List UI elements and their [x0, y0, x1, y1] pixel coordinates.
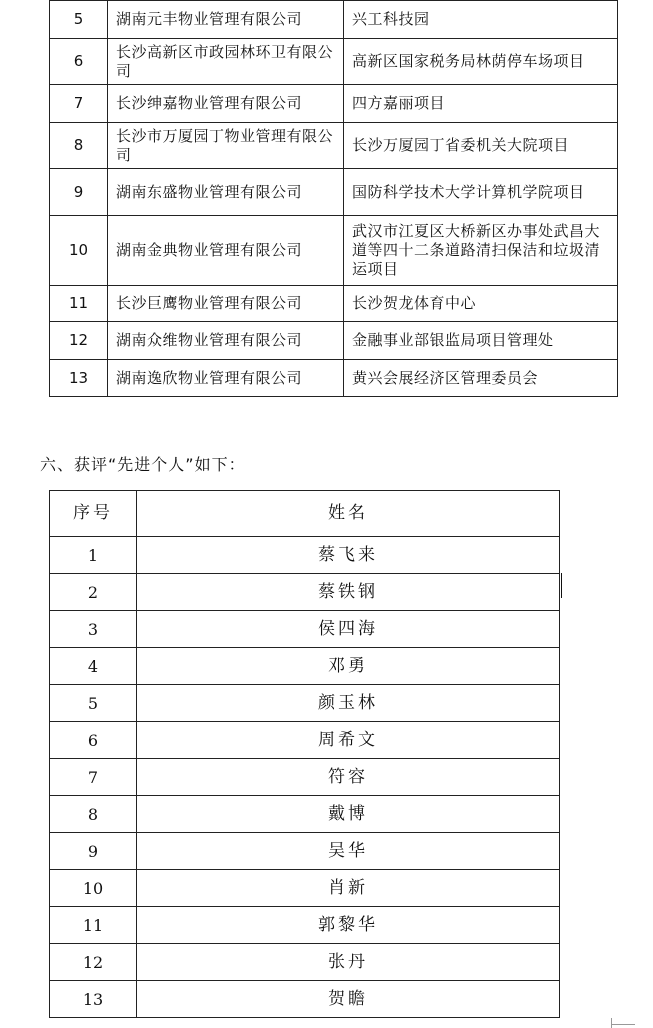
project-name: 黄兴会展经济区管理委员会 — [344, 360, 618, 397]
table-row — [50, 322, 618, 360]
project-name: 武汉市江夏区大桥新区办事处武昌大道等四十二条道路清扫保洁和垃圾清运项目 — [344, 216, 618, 286]
person-name: 戴博 — [137, 796, 560, 833]
person-name: 邓勇 — [137, 648, 560, 685]
table-row — [50, 870, 560, 907]
person-name: 郭黎华 — [137, 907, 560, 944]
person-name: 蔡飞来 — [137, 537, 560, 574]
text-cursor — [561, 573, 562, 598]
row-number: 4 — [50, 648, 137, 685]
table-row — [50, 759, 560, 796]
person-name: 符容 — [137, 759, 560, 796]
row-number: 1 — [50, 537, 137, 574]
table-row — [50, 216, 618, 286]
row-number: 6 — [50, 722, 137, 759]
person-name: 周希文 — [137, 722, 560, 759]
section-heading: 六、获评“先进个人”如下： — [40, 455, 246, 474]
table-header-row — [50, 491, 560, 537]
row-number: 6 — [50, 39, 108, 85]
column-header-number: 序号 — [50, 491, 137, 537]
table-row — [50, 537, 560, 574]
person-name: 张丹 — [137, 944, 560, 981]
project-name: 国防科学技术大学计算机学院项目 — [344, 169, 618, 216]
row-number: 10 — [50, 216, 108, 286]
table-row — [50, 907, 560, 944]
table-row — [50, 981, 560, 1018]
row-number: 11 — [50, 907, 137, 944]
person-name: 蔡铁钢 — [137, 574, 560, 611]
project-name: 兴工科技园 — [344, 1, 618, 39]
person-name: 颜玉林 — [137, 685, 560, 722]
row-number: 7 — [50, 759, 137, 796]
project-name: 高新区国家税务局林荫停车场项目 — [344, 39, 618, 85]
row-number: 13 — [50, 360, 108, 397]
row-number: 12 — [50, 944, 137, 981]
company-name: 湖南金典物业管理有限公司 — [108, 216, 344, 286]
table-row — [50, 360, 618, 397]
person-name: 侯四海 — [137, 611, 560, 648]
row-number: 7 — [50, 85, 108, 123]
row-number: 9 — [50, 833, 137, 870]
person-name: 肖新 — [137, 870, 560, 907]
company-name: 长沙绅嘉物业管理有限公司 — [108, 85, 344, 123]
person-name: 贺瞻 — [137, 981, 560, 1018]
table-row — [50, 286, 618, 322]
table-row — [50, 611, 560, 648]
page-corner-mark-vertical — [611, 1018, 612, 1028]
row-number: 12 — [50, 322, 108, 360]
company-name: 湖南众维物业管理有限公司 — [108, 322, 344, 360]
column-header-name: 姓名 — [137, 491, 560, 537]
table-row — [50, 85, 618, 123]
project-name: 四方嘉丽项目 — [344, 85, 618, 123]
company-name: 长沙高新区市政园林环卫有限公司 — [108, 39, 344, 85]
table-row — [50, 722, 560, 759]
table-row — [50, 39, 618, 85]
company-name: 湖南元丰物业管理有限公司 — [108, 1, 344, 39]
table-row — [50, 648, 560, 685]
company-name: 长沙市万厦园丁物业管理有限公司 — [108, 123, 344, 169]
row-number: 8 — [50, 796, 137, 833]
table-row — [50, 1, 618, 39]
project-name: 长沙万厦园丁省委机关大院项目 — [344, 123, 618, 169]
row-number: 11 — [50, 286, 108, 322]
table-row — [50, 833, 560, 870]
project-name: 长沙贺龙体育中心 — [344, 286, 618, 322]
company-name: 湖南逸欣物业管理有限公司 — [108, 360, 344, 397]
row-number: 9 — [50, 169, 108, 216]
row-number: 13 — [50, 981, 137, 1018]
table-row — [50, 123, 618, 169]
row-number: 8 — [50, 123, 108, 169]
company-name: 长沙巨鹰物业管理有限公司 — [108, 286, 344, 322]
row-number: 3 — [50, 611, 137, 648]
company-name: 湖南东盛物业管理有限公司 — [108, 169, 344, 216]
table-row — [50, 574, 560, 611]
page-corner-mark — [611, 1024, 635, 1025]
row-number: 5 — [50, 685, 137, 722]
row-number: 5 — [50, 1, 108, 39]
row-number: 10 — [50, 870, 137, 907]
person-name: 吴华 — [137, 833, 560, 870]
table-row — [50, 685, 560, 722]
row-number: 2 — [50, 574, 137, 611]
individuals-table — [49, 490, 560, 1018]
table-row — [50, 169, 618, 216]
project-name: 金融事业部银监局项目管理处 — [344, 322, 618, 360]
table-row — [50, 944, 560, 981]
units-table — [49, 0, 618, 397]
table-row — [50, 796, 560, 833]
